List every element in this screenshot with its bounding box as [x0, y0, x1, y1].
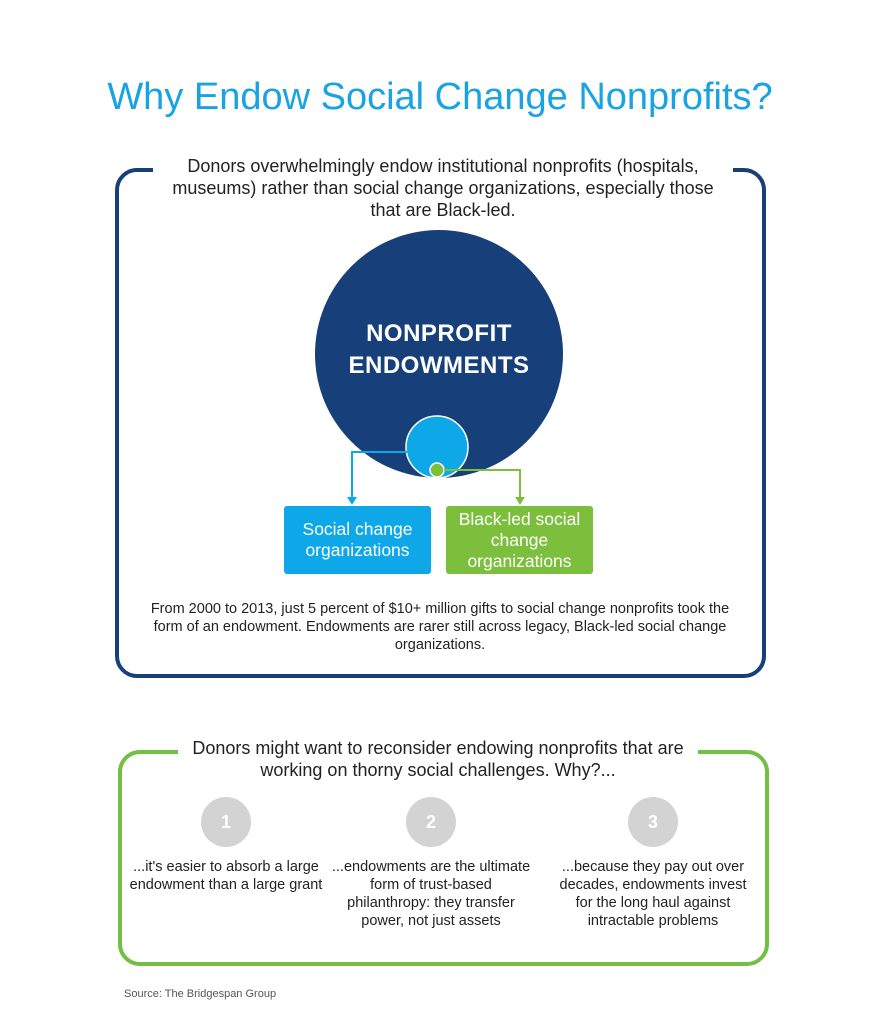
reason-1-text: ...it's easier to absorb a large endowment than a large grant: [129, 859, 323, 893]
black-led-label: Black-led social change organizations: [446, 506, 593, 574]
bottom-section-heading: Donors might want to reconsider endowing nonprofits that are working on thorny social challenges. Why?...: [178, 735, 698, 783]
black-led-arrowhead: [515, 497, 525, 505]
top-section-note: From 2000 to 2013, just 5 percent of $10+ million gifts to social change nonprofits took the form of an endowment. Endowments are rarer still across legacy, Black-led social change organizations.: [150, 601, 730, 653]
reason-3-text: ...because they pay out over decades, endowments invest for the long haul against intractable problems: [559, 859, 747, 929]
reason-1-number-badge: 1: [201, 797, 251, 847]
page-title: Why Endow Social Change Nonprofits?: [107, 76, 773, 118]
top-section-heading: Donors overwhelmingly endow institutional nonprofits (hospitals, museums) rather than social change organizations, especially those that are Black-led.: [153, 153, 733, 223]
nonprofit-endowments-label: NONPROFIT ENDOWMENTS: [348, 320, 530, 379]
black-led-circle: [430, 463, 444, 477]
social-change-label: Social change organizations: [284, 506, 431, 574]
reason-2-text: ...endowments are the ultimate form of trust-based philanthropy: they transfer power, not just assets: [331, 859, 531, 929]
social-change-arrowhead: [347, 497, 357, 505]
reason-3-number-badge: 3: [628, 797, 678, 847]
source-credit: Source: The Bridgespan Group: [124, 988, 277, 1000]
reason-2-number-badge: 2: [406, 797, 456, 847]
